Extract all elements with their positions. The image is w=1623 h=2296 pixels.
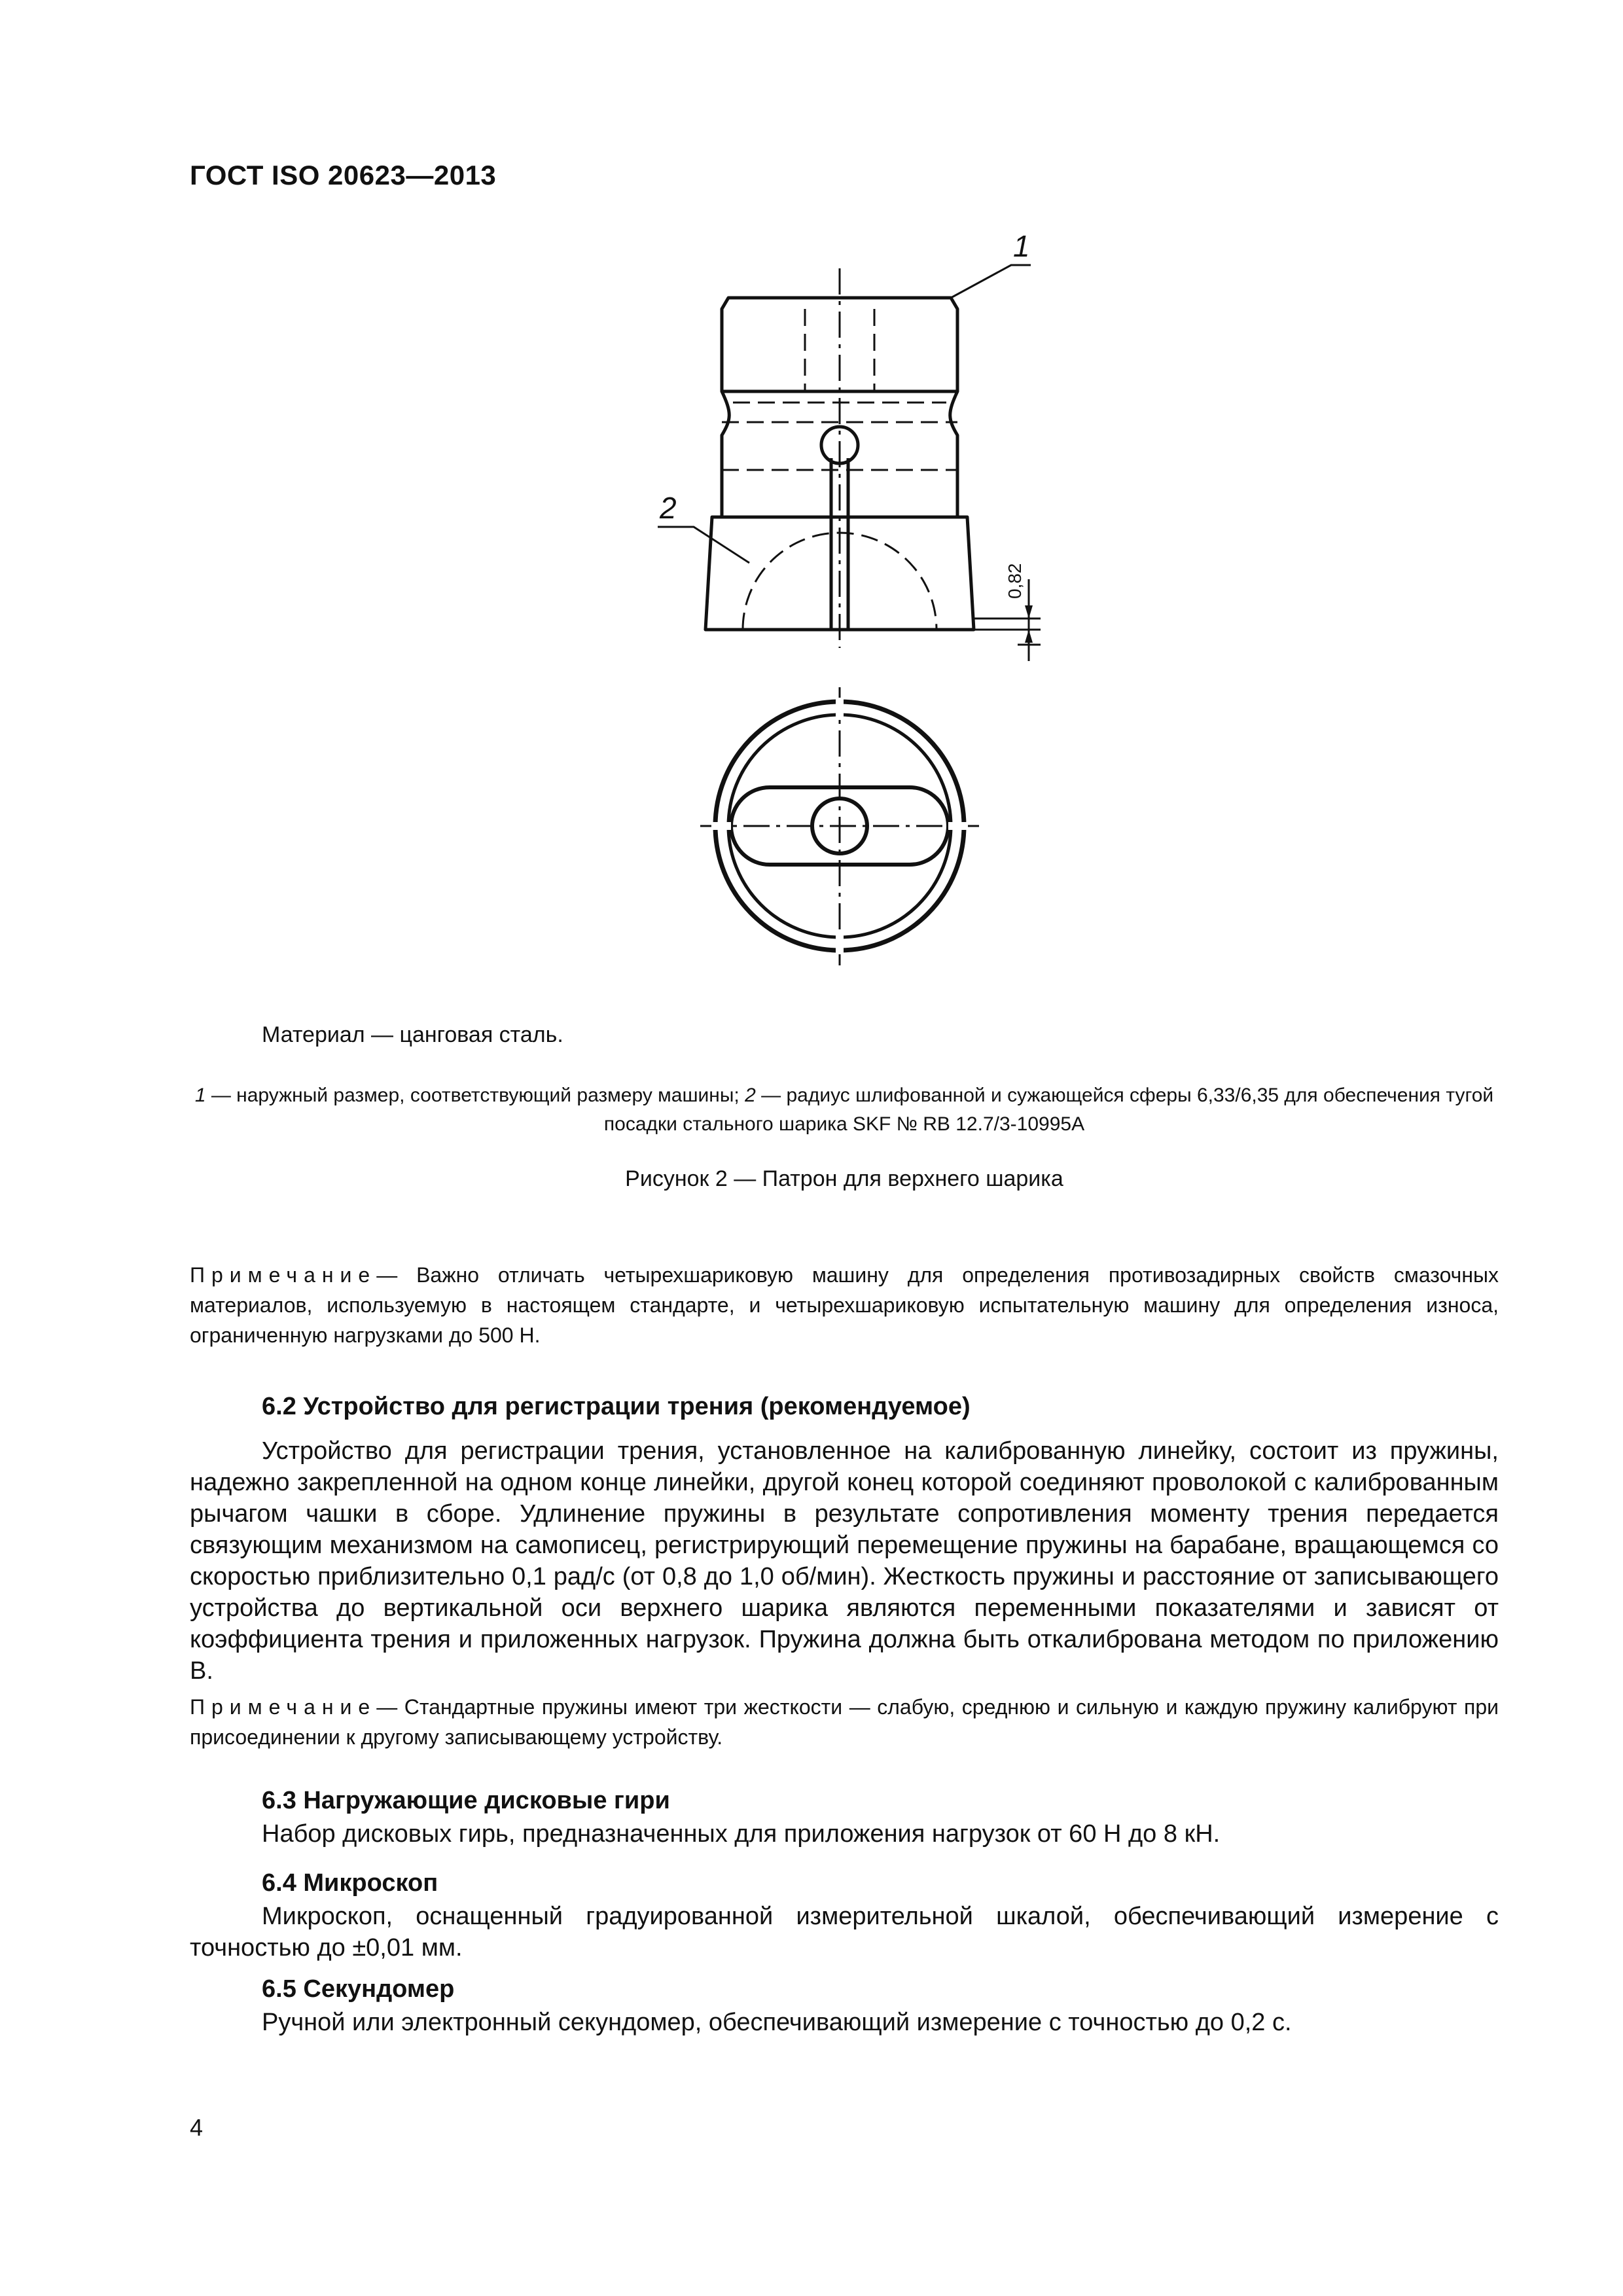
note-2: Примечание— Стандартные пружины имеют три жесткости — слабую, среднюю и сильную и каждую пружину калибруют при присоединении к другому записывающему устройству. bbox=[190, 1695, 1499, 1749]
section-6-5-text: Ручной или электронный секундомер, обеспечивающий измерение с точностью до 0,2 с. bbox=[262, 2009, 1292, 2036]
dimension-label: 0,82 bbox=[1005, 563, 1025, 599]
section-6-3-heading: 6.3 Нагружающие дисковые гири bbox=[262, 1787, 670, 1814]
page-header: ГОСТ ISO 20623—2013 bbox=[190, 160, 497, 190]
note-1: Примечание— Важно отличать четырехшариковую машину для определения противозадирных свойств смазочных материалов, используемую в настоящем стандарте, и четырехшариковую испытательную машину для определения износа, ограниченную нагрузками до 500 Н. bbox=[190, 1263, 1499, 1347]
section-6-3-text: Набор дисковых гирь, предназначенных для приложения нагрузок от 60 Н до 8 кН. bbox=[262, 1820, 1221, 1848]
figure-2-drawing bbox=[0, 0, 1623, 1021]
callout-1-leader bbox=[951, 265, 1031, 298]
section-6-5-heading: 6.5 Секундомер bbox=[262, 1975, 455, 2003]
callout-1-label: 1 bbox=[1013, 229, 1030, 263]
figure-material: Материал — цанговая сталь. bbox=[262, 1022, 563, 1047]
callout-2-leader bbox=[658, 527, 749, 563]
section-6-4-text: Микроскоп, оснащенный градуированной измерительной шкалой, обеспечивающий измерение с точностью до ±0,01 мм. bbox=[190, 1903, 1499, 1962]
section-6-2-text: Устройство для регистрации трения, установленное на калиброванную линейку, состоит из пружины, надежно закрепленной на одном конце линейки, другой конец которой соединяют проволокой с калиброванным рычагом чашки в сборе. Удлинение пружины в результате сопротивления моменту трения передается связующим механизмом на самописец, регистрирующий перемещение пружины на барабане, вращающемся со скоростью приблизительно 0,1 рад/с (от 0,8 до 1,0 об/мин). Жесткость пружины и расстояние от записывающего устройства до вертикальной оси верхнего шарика являются переменными показателями и зависят от коэффициента трения и приложенных нагрузок. Пружина должна быть откалибрована методом по приложению В. bbox=[190, 1437, 1499, 1685]
section-6-2-heading: 6.2 Устройство для регистрации трения (рекомендуемое) bbox=[262, 1393, 971, 1420]
callout-2-label: 2 bbox=[660, 491, 677, 525]
figure-legend: 1 — наружный размер, соответствующий размеру машины; 2 — радиус шлифованной и сужающейся сферы 6,33/6,35 для обеспечения тугой посадки стального шарика SKF № RB 12.7/3-10995A bbox=[194, 1085, 1494, 1135]
figure-caption: Рисунок 2 — Патрон для верхнего шарика bbox=[625, 1166, 1063, 1191]
page-number: 4 bbox=[190, 2114, 204, 2141]
section-6-4-heading: 6.4 Микроскоп bbox=[262, 1869, 438, 1897]
